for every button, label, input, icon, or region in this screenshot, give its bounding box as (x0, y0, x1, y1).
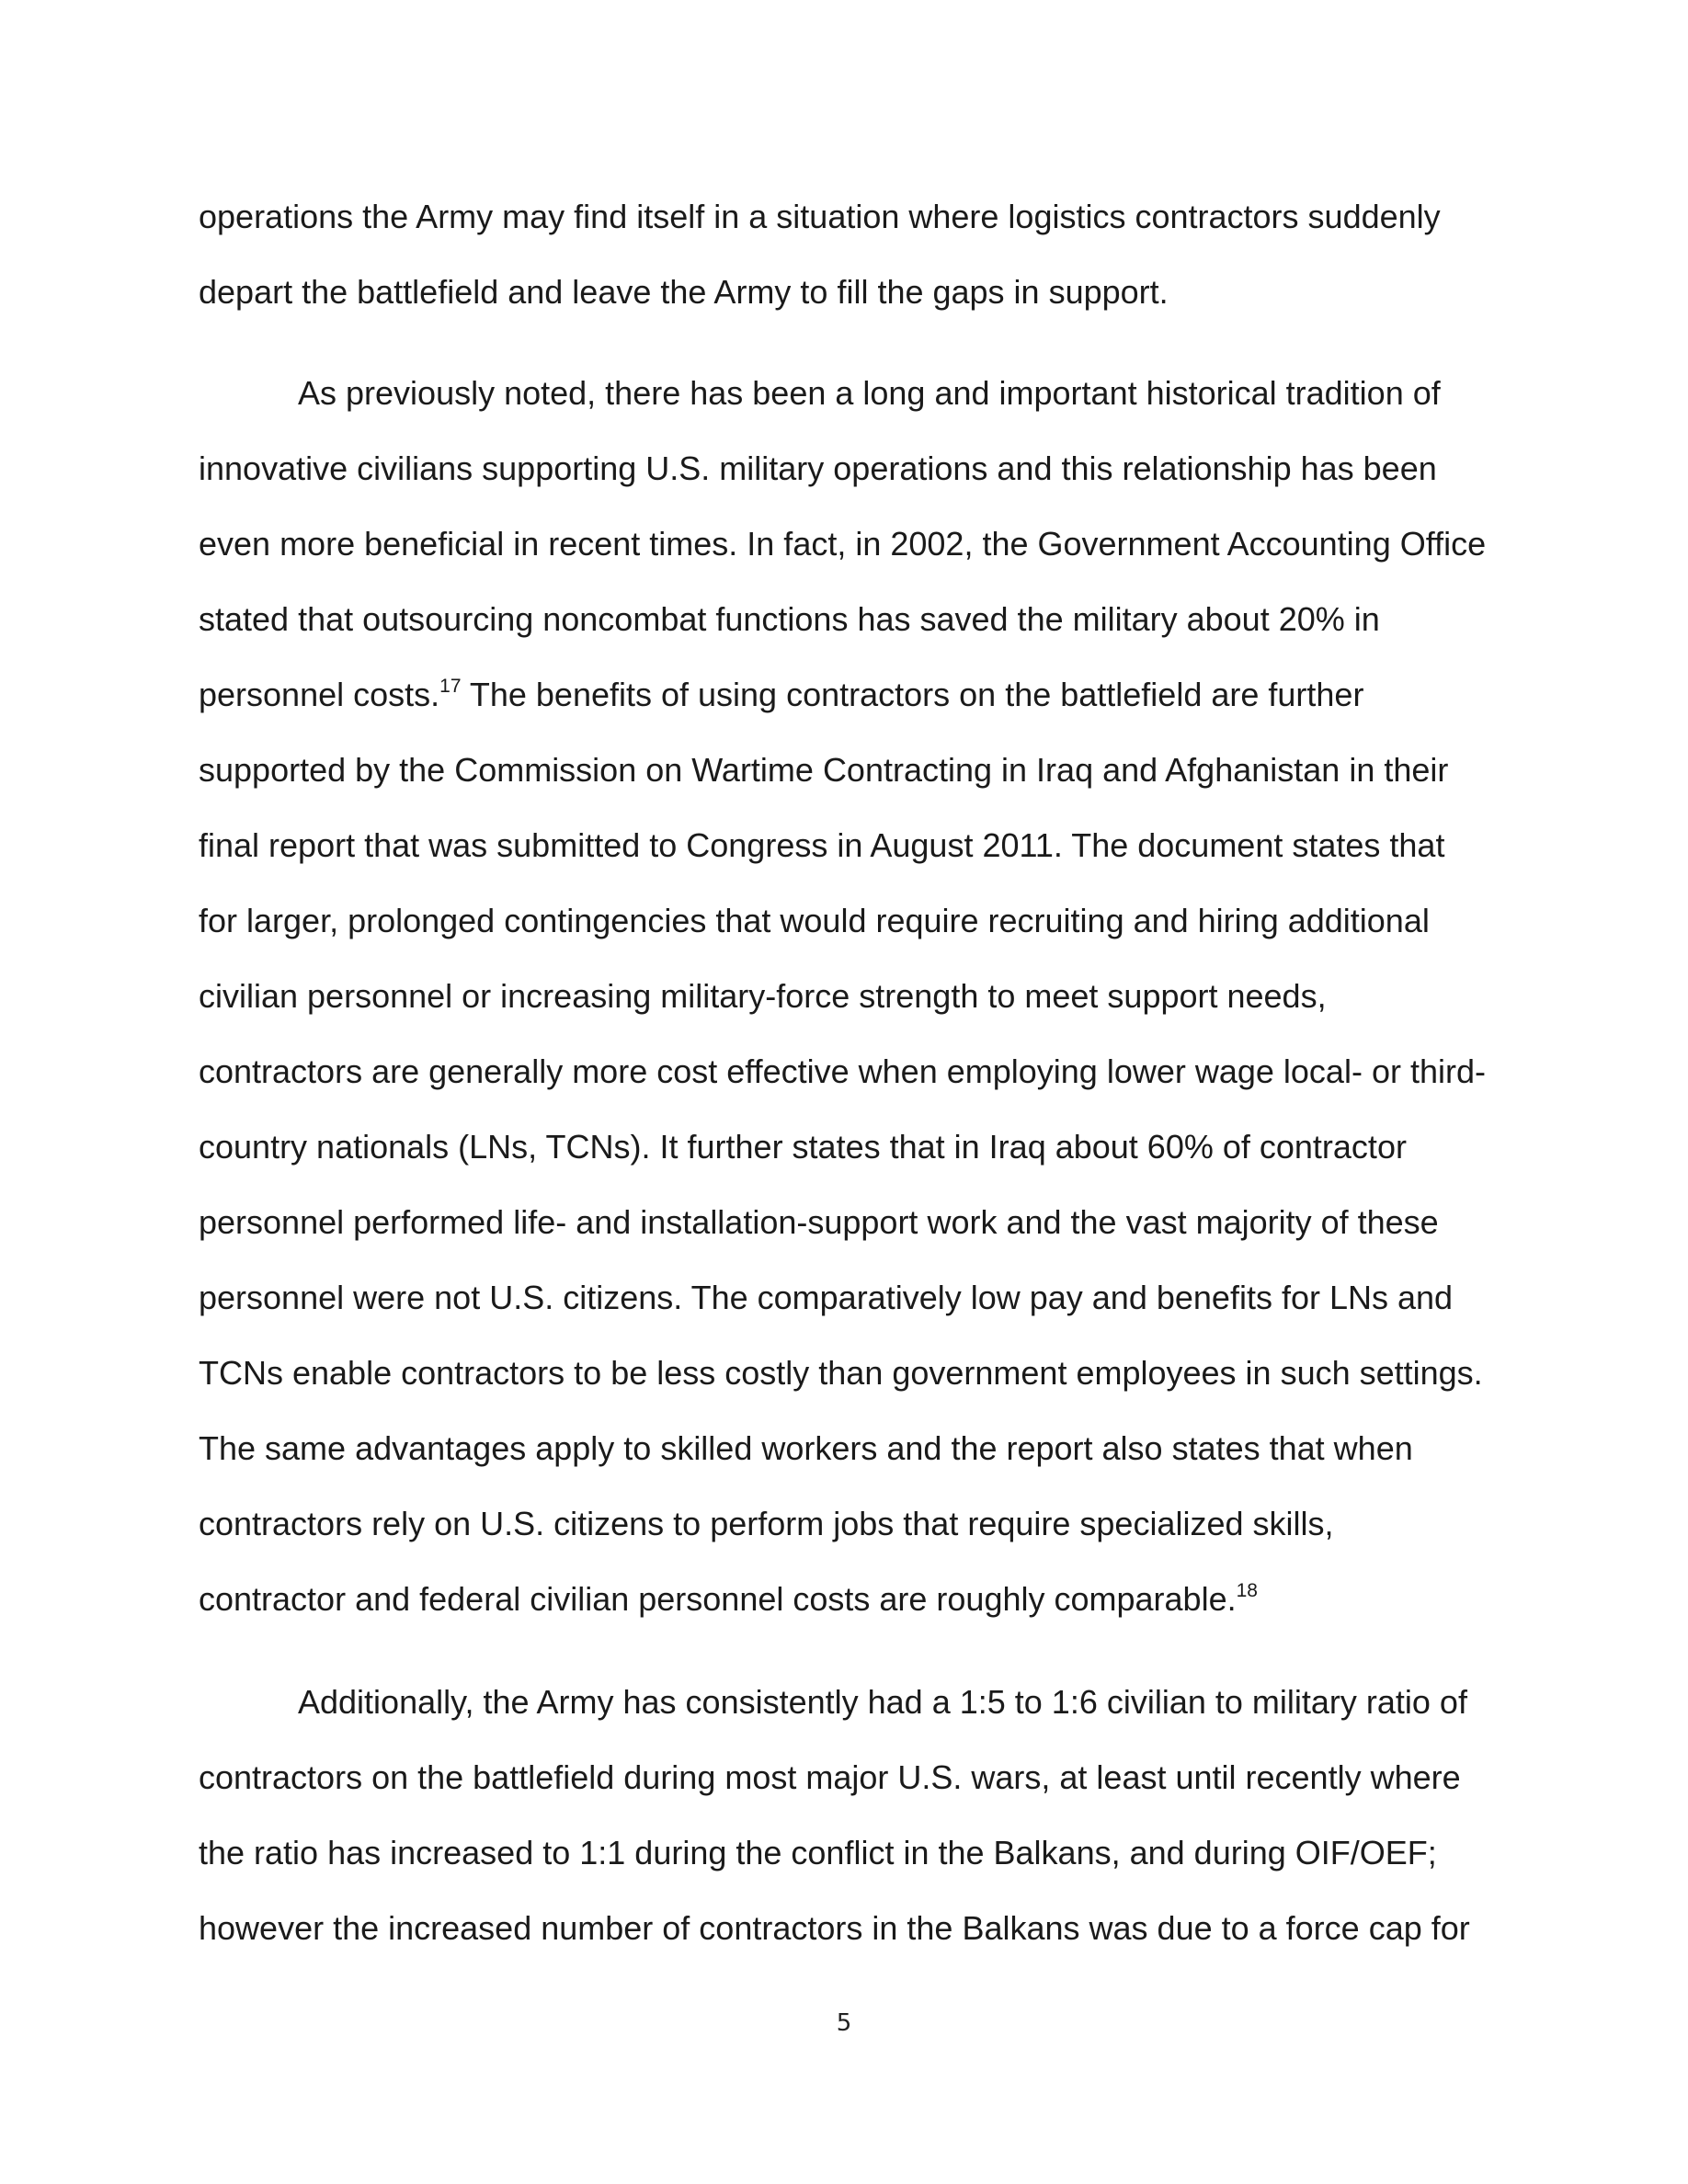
text-segment: The benefits of using contractors on the battlefield are further (461, 676, 1364, 713)
text-line (199, 1579, 1258, 1620)
text-line: As previously noted, there has been a long and important historical tradition of (298, 374, 1441, 412)
footnote-marker: 17 (439, 676, 462, 697)
text-line: final report that was submitted to Congress in August 2011. The document states that (199, 826, 1445, 864)
text-line: contractors are generally more cost effective when employing lower wage local- or third- (199, 1052, 1486, 1090)
text-line: personnel were not U.S. citizens. The comparatively low pay and benefits for LNs and (199, 1279, 1454, 1316)
text-line: contractors on the battlefield during most major U.S. wars, at least until recently where (199, 1758, 1461, 1796)
page-number: 5 (836, 2009, 852, 2037)
text-line: supported by the Commission on Wartime Contracting in Iraq and Afghanistan in their (199, 751, 1449, 789)
text-line: operations the Army may find itself in a situation where logistics contractors suddenly (199, 198, 1441, 235)
text-line: depart the battlefield and leave the Army to fill the gaps in support. (199, 273, 1169, 311)
text-line: innovative civilians supporting U.S. military operations and this relationship has been (199, 449, 1437, 487)
text-line (199, 675, 1363, 715)
text-line: country nationals (LNs, TCNs). It further states that in Iraq about 60% of contractor (199, 1128, 1407, 1166)
text-line: the ratio has increased to 1:1 during the conflict in the Balkans, and during OIF/OEF; (199, 1834, 1437, 1871)
footnote-marker: 18 (1236, 1580, 1258, 1601)
text-line: civilian personnel or increasing military-force strength to meet support needs, (199, 977, 1327, 1015)
text-segment: personnel costs. (199, 676, 440, 713)
text-line: The same advantages apply to skilled workers and the report also states that when (199, 1429, 1413, 1467)
text-segment: contractor and federal civilian personnel costs are roughly comparable. (199, 1580, 1237, 1618)
text-line: for larger, prolonged contingencies that would require recruiting and hiring additional (199, 902, 1430, 939)
text-line: however the increased number of contractors in the Balkans was due to a force cap for (199, 1909, 1470, 1947)
text-line: TCNs enable contractors to be less costly than government employees in such settings. (199, 1354, 1483, 1392)
text-line: personnel performed life- and installation-support work and the vast majority of these (199, 1203, 1439, 1241)
text-line: stated that outsourcing noncombat functions has saved the military about 20% in (199, 600, 1380, 638)
text-line: Additionally, the Army has consistently had a 1:5 to 1:6 civilian to military ratio of (298, 1683, 1467, 1721)
text-line: contractors rely on U.S. citizens to perform jobs that require specialized skills, (199, 1505, 1334, 1542)
text-line: even more beneficial in recent times. In fact, in 2002, the Government Accounting Office (199, 525, 1487, 563)
